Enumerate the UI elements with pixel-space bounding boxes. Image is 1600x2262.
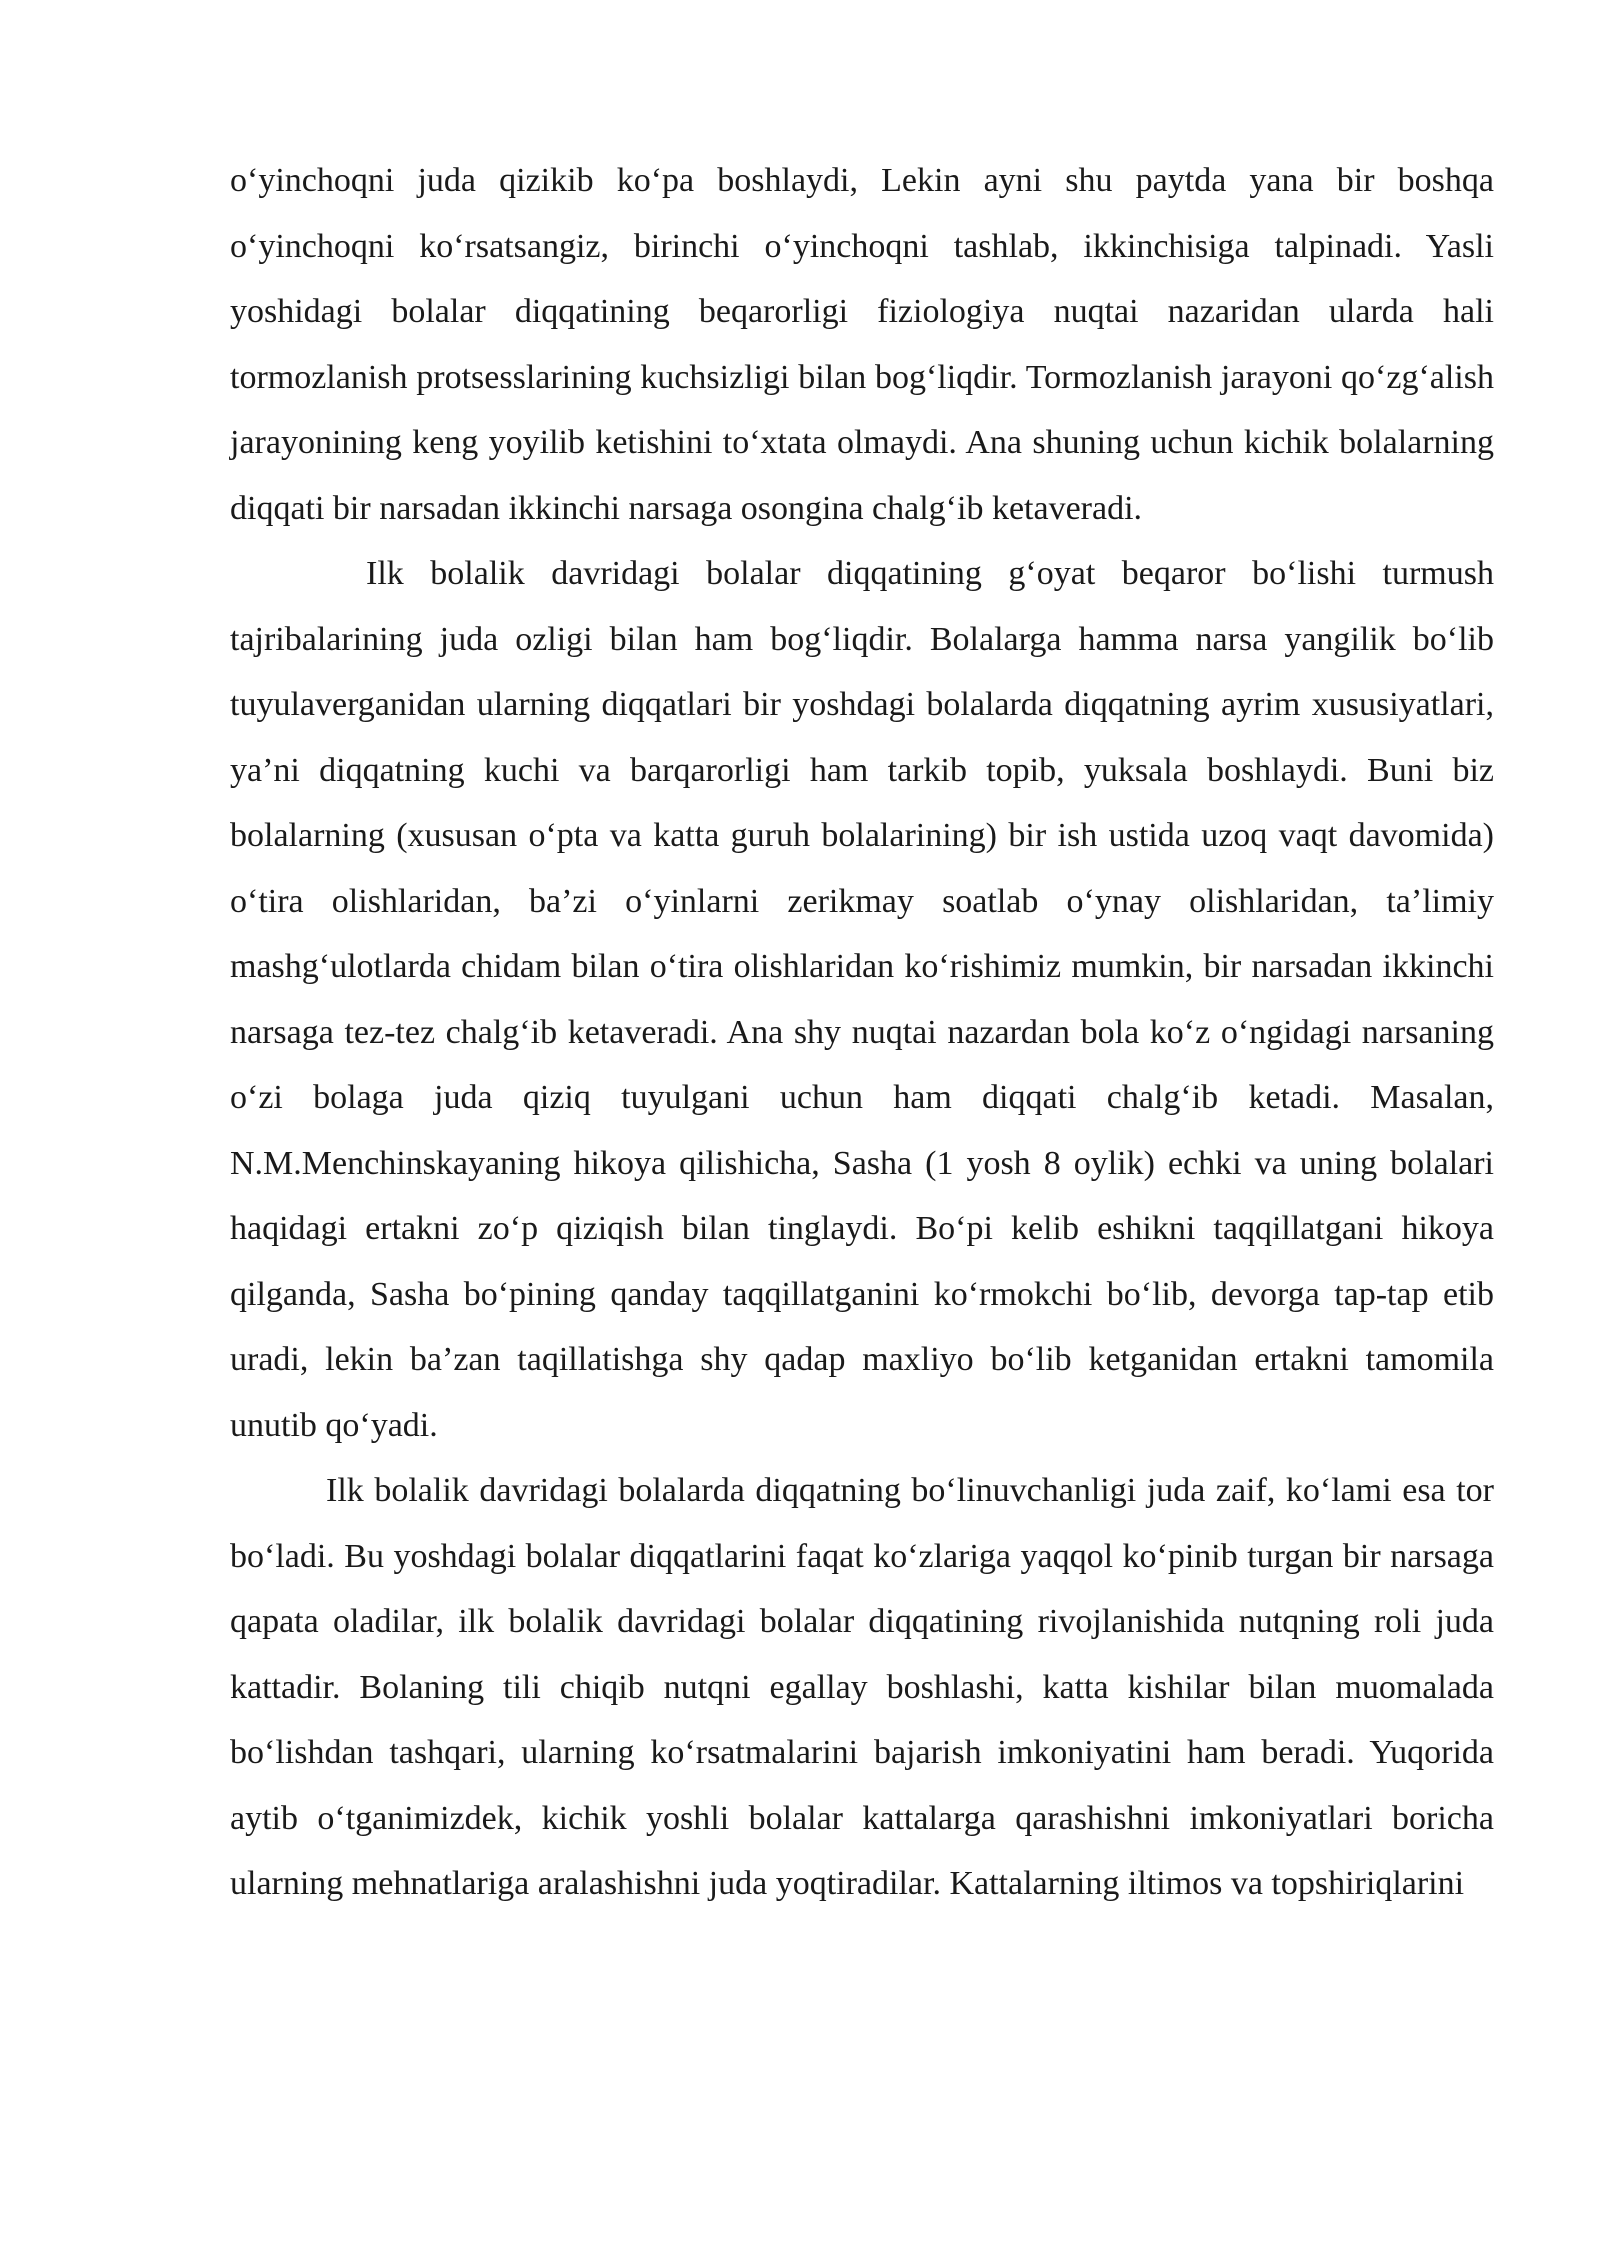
paragraph-3: Ilk bolalik davridagi bolalarda diqqatning bo‘linuvchanligi juda zaif, ko‘lami esa tor bo‘ladi. Bu yoshdagi bolalar diqqatlarini faqat ko‘zlariga yaqqol ko‘pinib turgan bir narsaga qapata oladilar, ilk bolalik davridagi bolalar diqqatining rivojlanishida nutqning roli juda kattadir. Bolaning tili chiqib nutqni egallay boshlashi, katta kishilar bilan muomalada bo‘lishdan tashqari, ularning ko‘rsatmalarini bajarish imkoniyatini ham beradi. Yuqorida aytib o‘tganimizdek, kichik yoshli bolalar kattalarga qarashishni imkoniyatlari boricha ularning mehnatlariga aralashishni juda yoqtiradilar. Kattalarning iltimos va topshiriqlarini	[230, 1472, 1494, 1902]
body-text	[230, 148, 1494, 1917]
paragraph-2: Ilk bolalik davridagi bolalar diqqatining g‘oyat beqaror bo‘lishi turmush tajribalarining juda ozligi bilan ham bog‘liqdir. Bolalarga hamma narsa yangilik bo‘lib tuyulaverganidan ularning diqqatlari bir yoshdagi bolalarda diqqatning ayrim xususiyatlari, ya’ni diqqatning kuchi va barqarorligi ham tarkib topib, yuksala boshlaydi. Buni biz bolalarning (xususan o‘pta va katta guruh bolalarining) bir ish ustida uzoq vaqt davomida) o‘tira olishlaridan, ba’zi o‘yinlarni zerikmay soatlab o‘ynay olishlaridan, ta’limiy mashg‘ulotlarda chidam bilan o‘tira olishlaridan ko‘rishimiz mumkin, bir narsadan ikkinchi narsaga tez-tez chalg‘ib ketaveradi. Ana shy nuqtai nazardan bola ko‘z o‘ngidagi narsaning o‘zi bolaga juda qiziq tuyulgani uchun ham diqqati chalg‘ib ketadi. Masalan, N.M.Menchinskayaning hikoya qilishicha, Sasha (1 yosh 8 oylik) echki va uning bolalari haqidagi ertakni zo‘p qiziqish bilan tinglaydi. Bo‘pi kelib eshikni taqqillatgani hikoya qilganda, Sasha bo‘pining qanday taqqillatganini ko‘rmokchi bo‘lib, devorga tap-tap etib uradi, lekin ba’zan taqillatishga shy qadap maxliyo bo‘lib ketganidan ertakni tamomila unutib qo‘yadi.	[230, 555, 1494, 1444]
paragraph-1: o‘yinchoqni juda qizikib ko‘pa boshlaydi, Lekin ayni shu paytda yana bir boshqa o‘yinchoqni ko‘rsatsangiz, birinchi o‘yinchoqni tashlab, ikkinchisiga talpinadi. Yasli yoshidagi bolalar diqqatining beqarorligi fiziologiya nuqtai nazaridan ularda hali tormozlanish protsesslarining kuchsizligi bilan bog‘liqdir. Tormozlanish jarayoni qo‘zg‘alish jarayonining keng yoyilib ketishini to‘xtata olmaydi. Ana shuning uchun kichik bolalarning diqqati bir narsadan ikkinchi narsaga osongina chalg‘ib ketaveradi.	[230, 162, 1494, 527]
